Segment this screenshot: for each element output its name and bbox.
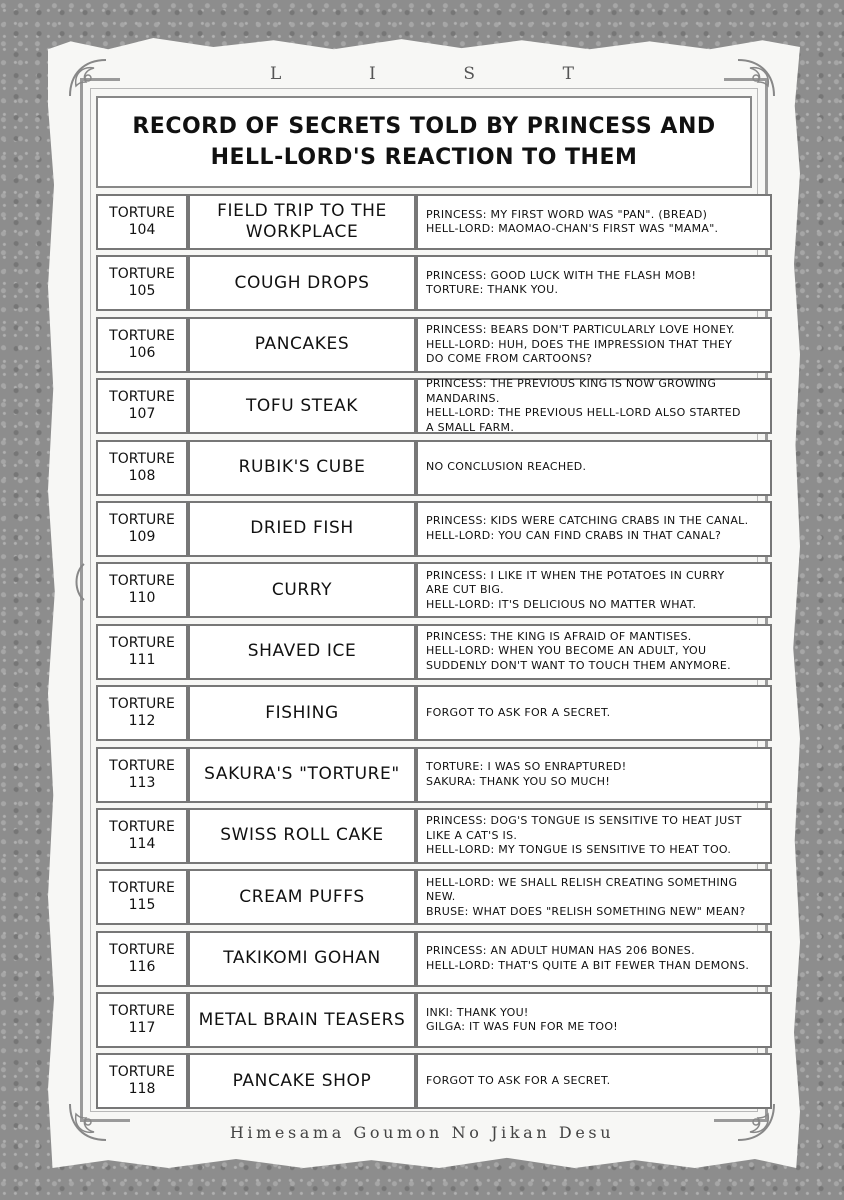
torture-number: 105 bbox=[128, 283, 156, 300]
note-line: BRUSE: WHAT DOES "RELISH SOMETHING NEW" MEAN? bbox=[426, 904, 746, 918]
table-row bbox=[96, 440, 776, 496]
torture-number-cell bbox=[96, 501, 188, 557]
torture-number-cell bbox=[96, 992, 188, 1048]
note-line: PRINCESS: DOG'S TONGUE IS SENSITIVE TO HEAT JUST bbox=[426, 814, 742, 828]
torture-number-cell bbox=[96, 562, 188, 618]
secret-note-cell bbox=[416, 624, 772, 680]
torture-label: TORTURE bbox=[109, 389, 175, 406]
note-line: NEW. bbox=[426, 890, 456, 904]
topic-cell: METAL BRAIN TEASERS bbox=[188, 992, 416, 1048]
torture-label: TORTURE bbox=[109, 757, 175, 774]
secret-note-cell bbox=[416, 869, 772, 925]
torture-number-cell bbox=[96, 685, 188, 741]
secret-note-cell bbox=[416, 194, 772, 250]
topic-cell: SWISS ROLL CAKE bbox=[188, 808, 416, 864]
table-row bbox=[96, 501, 776, 557]
note-line: PRINCESS: AN ADULT HUMAN HAS 206 BONES. bbox=[426, 944, 695, 958]
table-row bbox=[96, 931, 776, 987]
secret-note-cell bbox=[416, 1053, 772, 1109]
topic-cell: PANCAKE SHOP bbox=[188, 1053, 416, 1109]
note-line: HELL-LORD: MAOMAO-CHAN'S FIRST WAS "MAMA". bbox=[426, 222, 719, 235]
note-line: TORTURE: I WAS SO ENRAPTURED! bbox=[426, 760, 627, 774]
torture-label: TORTURE bbox=[109, 880, 175, 897]
note-line: HELL-LORD: WE SHALL RELISH CREATING SOMETHING bbox=[426, 875, 738, 889]
note-line: TORTURE: THANK YOU. bbox=[426, 283, 559, 297]
torture-number: 104 bbox=[128, 222, 156, 238]
table-row bbox=[96, 685, 776, 741]
topic-cell: DRIED FISH bbox=[188, 501, 416, 557]
secret-note-cell bbox=[416, 440, 772, 496]
table-row bbox=[96, 255, 776, 311]
title-line-1: RECORD OF SECRETS TOLD BY PRINCESS AND bbox=[132, 114, 716, 139]
note-line: ARE CUT BIG. bbox=[426, 583, 504, 597]
torture-number: 110 bbox=[128, 590, 156, 607]
list-letter: I bbox=[368, 64, 376, 84]
note-line: PRINCESS: THE PREVIOUS KING IS NOW GROWING bbox=[426, 377, 717, 391]
table-row bbox=[96, 747, 776, 803]
torture-label: TORTURE bbox=[109, 818, 175, 835]
torture-label: TORTURE bbox=[109, 573, 175, 590]
note-line: PRINCESS: I LIKE IT WHEN THE POTATOES IN CURRY bbox=[426, 568, 725, 582]
torture-number-cell bbox=[96, 869, 188, 925]
torture-number: 113 bbox=[128, 774, 156, 791]
topic-cell: PANCAKES bbox=[188, 317, 416, 373]
torture-number-cell bbox=[96, 317, 188, 373]
table-row bbox=[96, 1053, 776, 1109]
torture-number-cell bbox=[96, 1053, 188, 1109]
note-line: PRINCESS: BEARS DON'T PARTICULARLY LOVE HONEY. bbox=[426, 323, 735, 337]
torture-label: TORTURE bbox=[109, 1064, 175, 1081]
torture-number: 108 bbox=[128, 467, 156, 484]
table-row bbox=[96, 808, 776, 864]
secret-note-cell bbox=[416, 992, 772, 1048]
note-line: HELL-LORD: IT'S DELICIOUS NO MATTER WHAT. bbox=[426, 597, 697, 611]
note-line: HELL-LORD: HUH, DOES THE IMPRESSION THAT THEY bbox=[426, 337, 733, 351]
torture-label: TORTURE bbox=[109, 450, 175, 467]
topic-cell: FISHING bbox=[188, 685, 416, 741]
topic-cell: COUGH DROPS bbox=[188, 255, 416, 311]
torture-number-cell bbox=[96, 931, 188, 987]
torture-table bbox=[96, 194, 776, 1115]
topic-cell: SHAVED ICE bbox=[188, 624, 416, 680]
note-line: PRINCESS: MY FIRST WORD WAS "PAN". (BREAD) bbox=[426, 207, 708, 221]
secret-note-cell bbox=[416, 931, 772, 987]
torture-number: 112 bbox=[128, 713, 156, 730]
torture-number-cell bbox=[96, 255, 188, 311]
torture-label: TORTURE bbox=[109, 511, 175, 528]
note-line: FORGOT TO ASK FOR A SECRET. bbox=[426, 705, 611, 719]
note-line: SUDDENLY DON'T WANT TO TOUCH THEM ANYMORE. bbox=[426, 658, 731, 672]
torture-label: TORTURE bbox=[109, 205, 175, 221]
title-line-2: HELL-LORD'S REACTION TO THEM bbox=[210, 145, 638, 170]
topic-cell: CREAM PUFFS bbox=[188, 869, 416, 925]
note-line: SAKURA: THANK YOU SO MUCH! bbox=[426, 774, 611, 788]
topic-cell: TAKIKOMI GOHAN bbox=[188, 931, 416, 987]
secret-note-cell bbox=[416, 317, 772, 373]
list-letter: L bbox=[270, 64, 282, 84]
torture-number: 117 bbox=[128, 1020, 156, 1037]
topic-cell: SAKURA'S "TORTURE" bbox=[188, 747, 416, 803]
table-row bbox=[96, 317, 776, 373]
torture-label: TORTURE bbox=[109, 1003, 175, 1020]
torture-number-cell bbox=[96, 378, 188, 434]
torture-label: TORTURE bbox=[109, 327, 175, 344]
torture-number-cell bbox=[96, 440, 188, 496]
topic-cell: TOFU STEAK bbox=[188, 378, 416, 434]
torture-number: 115 bbox=[128, 897, 156, 914]
table-row bbox=[96, 992, 776, 1048]
secret-note-cell bbox=[416, 255, 772, 311]
table-row bbox=[96, 624, 776, 680]
note-line: HELL-LORD: MY TONGUE IS SENSITIVE TO HEAT TOO. bbox=[426, 843, 732, 857]
note-line: LIKE A CAT'S IS. bbox=[426, 828, 518, 842]
topic-cell: RUBIK'S CUBE bbox=[188, 440, 416, 496]
table-row bbox=[96, 562, 776, 618]
secret-note-cell bbox=[416, 685, 772, 741]
torture-number: 111 bbox=[128, 651, 156, 668]
torture-number: 107 bbox=[128, 406, 156, 423]
topic-cell: FIELD TRIP TO THE WORKPLACE bbox=[188, 194, 416, 250]
table-row bbox=[96, 378, 776, 434]
note-line: DO COME FROM CARTOONS? bbox=[426, 352, 593, 366]
list-letter: T bbox=[562, 64, 574, 84]
torture-number-cell bbox=[96, 808, 188, 864]
note-line: GILGA: IT WAS FUN FOR ME TOO! bbox=[426, 1020, 619, 1034]
footer-series-title: Himesama Goumon No Jikan Desu bbox=[130, 1118, 714, 1146]
note-line: A SMALL FARM. bbox=[426, 420, 515, 434]
list-header bbox=[120, 62, 724, 86]
torture-number: 106 bbox=[128, 344, 156, 361]
page-title bbox=[96, 96, 752, 188]
secret-note-cell bbox=[416, 808, 772, 864]
secret-note-cell bbox=[416, 747, 772, 803]
note-line: PRINCESS: THE KING IS AFRAID OF MANTISES. bbox=[426, 629, 692, 643]
note-line: NO CONCLUSION REACHED. bbox=[426, 460, 587, 474]
note-line: HELL-LORD: WHEN YOU BECOME AN ADULT, YOU bbox=[426, 644, 707, 658]
torture-number: 109 bbox=[128, 528, 156, 545]
side-ornament-left bbox=[72, 562, 86, 602]
list-letter: S bbox=[463, 64, 475, 84]
table-row bbox=[96, 194, 776, 250]
secret-note-cell bbox=[416, 562, 772, 618]
note-line: PRINCESS: KIDS WERE CATCHING CRABS IN THE CANAL. bbox=[426, 514, 749, 528]
torture-label: TORTURE bbox=[109, 266, 175, 283]
topic-cell: CURRY bbox=[188, 562, 416, 618]
torture-label: TORTURE bbox=[109, 634, 175, 651]
torture-number-cell bbox=[96, 624, 188, 680]
table-row bbox=[96, 869, 776, 925]
torture-number: 116 bbox=[128, 958, 156, 975]
torture-number: 118 bbox=[128, 1081, 156, 1098]
torture-number-cell bbox=[96, 747, 188, 803]
secret-note-cell bbox=[416, 378, 772, 434]
torture-label: TORTURE bbox=[109, 696, 175, 713]
note-line: PRINCESS: GOOD LUCK WITH THE FLASH MOB! bbox=[426, 268, 697, 282]
secret-note-cell bbox=[416, 501, 772, 557]
torture-number: 114 bbox=[128, 835, 156, 852]
note-line: INKI: THANK YOU! bbox=[426, 1005, 529, 1019]
note-line: HELL-LORD: THAT'S QUITE A BIT FEWER THAN DEMONS. bbox=[426, 958, 750, 972]
note-line: FORGOT TO ASK FOR A SECRET. bbox=[426, 1074, 611, 1088]
torture-number-cell bbox=[96, 194, 188, 250]
note-line: HELL-LORD: THE PREVIOUS HELL-LORD ALSO STARTED bbox=[426, 406, 741, 420]
note-line: HELL-LORD: YOU CAN FIND CRABS IN THAT CANAL? bbox=[426, 528, 722, 542]
torture-label: TORTURE bbox=[109, 941, 175, 958]
note-line: MANDARINS. bbox=[426, 391, 500, 405]
